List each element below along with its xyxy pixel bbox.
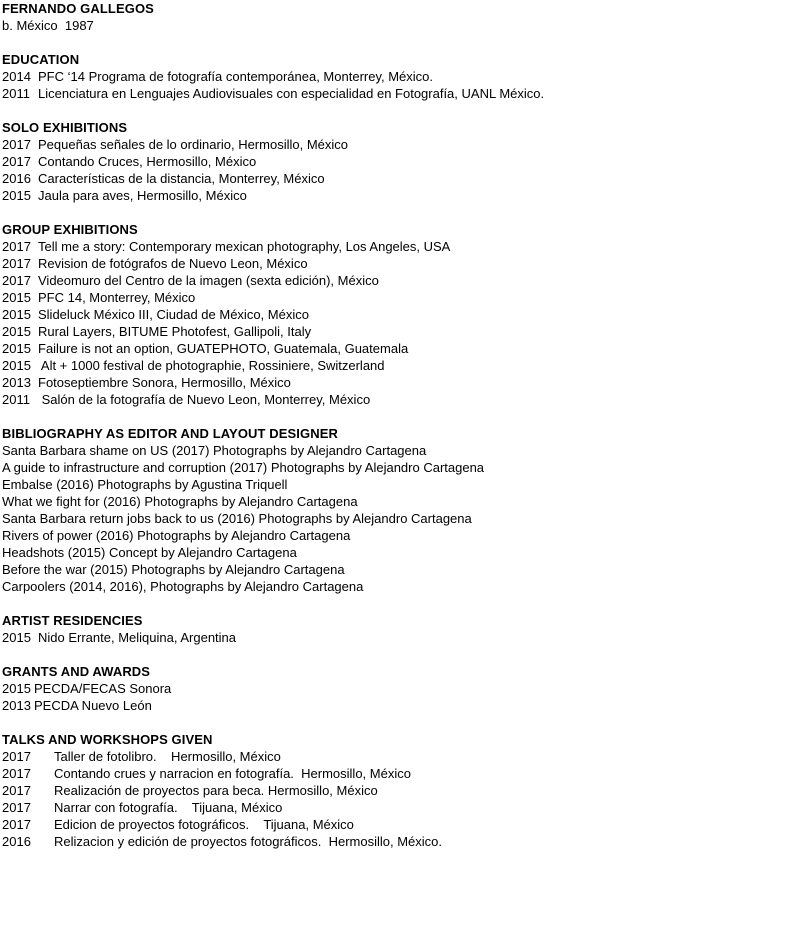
entry-year: 2017 — [2, 137, 31, 152]
cv-entry — [2, 85, 800, 102]
entry-text: Taller de fotolibro. Hermosillo, México — [54, 749, 281, 764]
section-talks-and-workshops — [2, 731, 800, 850]
entry-text: Realización de proyectos para beca. Hermosillo, México — [54, 783, 378, 798]
entry-year: 2017 — [2, 817, 31, 832]
cv-entry — [2, 816, 800, 833]
cv-entry — [2, 765, 800, 782]
cv-entry — [2, 799, 800, 816]
section-heading: BIBLIOGRAPHY AS EDITOR AND LAYOUT DESIGNER — [2, 426, 338, 441]
cv-entry — [2, 391, 800, 408]
section-solo-exhibitions — [2, 119, 800, 204]
cv-entry-line: Embalse (2016) Photographs by Agustina Triquell — [2, 477, 288, 492]
entry-text: Revision de fotógrafos de Nuevo Leon, México — [38, 256, 308, 271]
cv-entry — [2, 680, 800, 697]
cv-entry — [2, 357, 800, 374]
entry-text: PFC ‘14 Programa de fotografía contemporánea, Monterrey, México. — [38, 69, 434, 84]
cv-sections — [2, 51, 800, 850]
entry-text: Contando crues y narracion en fotografía. Hermosillo, México — [54, 766, 411, 781]
cv-entry — [2, 289, 800, 306]
cv-entry — [2, 272, 800, 289]
entry-year: 2017 — [2, 749, 31, 764]
section-group-exhibitions — [2, 221, 800, 408]
section-artist-residencies — [2, 612, 800, 646]
entry-year: 2017 — [2, 766, 31, 781]
entry-year: 2017 — [2, 239, 31, 254]
entry-text: Edicion de proyectos fotográficos. Tijuana, México — [54, 817, 354, 832]
entry-year: 2013 — [2, 698, 31, 713]
section-heading: ARTIST RESIDENCIES — [2, 613, 143, 628]
cv-entry — [2, 833, 800, 850]
cv-entry — [2, 374, 800, 391]
cv-entry — [2, 136, 800, 153]
entry-text: Slideluck México III, Ciudad de México, México — [38, 307, 309, 322]
birth-line: b. México 1987 — [2, 18, 94, 33]
entry-year: 2017 — [2, 256, 31, 271]
entry-text: Narrar con fotografía. Tijuana, México — [54, 800, 283, 815]
entry-year: 2015 — [2, 630, 31, 645]
entry-text: PFC 14, Monterrey, México — [38, 290, 196, 305]
cv-entry-line: Headshots (2015) Concept by Alejandro Cartagena — [2, 545, 297, 560]
cv-entry — [2, 782, 800, 799]
entry-text: Tell me a story: Contemporary mexican photography, Los Angeles, USA — [38, 239, 451, 254]
entry-year: 2017 — [2, 800, 31, 815]
entry-text: Relizacion y edición de proyectos fotográficos. Hermosillo, México. — [54, 834, 443, 849]
entry-text: Jaula para aves, Hermosillo, México — [38, 188, 247, 203]
entry-text: PECDA Nuevo León — [34, 698, 152, 713]
entry-text: Contando Cruces, Hermosillo, México — [38, 154, 257, 169]
entry-year: 2017 — [2, 273, 31, 288]
entry-year: 2017 — [2, 783, 31, 798]
cv-entry — [2, 170, 800, 187]
entry-year: 2011 — [2, 392, 30, 407]
entry-year: 2017 — [2, 154, 31, 169]
section-heading: GROUP EXHIBITIONS — [2, 222, 138, 237]
entry-year: 2011 — [2, 86, 30, 101]
entry-text: Nido Errante, Meliquina, Argentina — [38, 630, 237, 645]
section-grants-and-awards — [2, 663, 800, 714]
cv-entry — [2, 68, 800, 85]
entry-text: Fotoseptiembre Sonora, Hermosillo, México — [38, 375, 291, 390]
section-education — [2, 51, 800, 102]
cv-entry-line: Before the war (2015) Photographs by Alejandro Cartagena — [2, 562, 345, 577]
cv-entry-line: Carpoolers (2014, 2016), Photographs by Alejandro Cartagena — [2, 579, 364, 594]
entry-year: 2015 — [2, 681, 31, 696]
entry-text: Características de la distancia, Monterrey, México — [38, 171, 325, 186]
cv-entry-line: What we fight for (2016) Photographs by Alejandro Cartagena — [2, 494, 358, 509]
cv-entry — [2, 340, 800, 357]
entry-year: 2015 — [2, 188, 31, 203]
cv-entry — [2, 153, 800, 170]
entry-year: 2015 — [2, 358, 31, 373]
cv-entry — [2, 629, 800, 646]
cv-entry — [2, 187, 800, 204]
section-heading: TALKS AND WORKSHOPS GIVEN — [2, 732, 213, 747]
entry-year: 2016 — [2, 834, 31, 849]
entry-year: 2015 — [2, 324, 31, 339]
section-heading: SOLO EXHIBITIONS — [2, 120, 128, 135]
entry-year: 2015 — [2, 341, 31, 356]
entry-text: Salón de la fotografía de Nuevo Leon, Monterrey, México — [38, 392, 371, 407]
cv-entry — [2, 306, 800, 323]
cv-entry-line: Santa Barbara shame on US (2017) Photographs by Alejandro Cartagena — [2, 443, 427, 458]
entry-text: Pequeñas señales de lo ordinario, Hermosillo, México — [38, 137, 348, 152]
entry-text: Videomuro del Centro de la imagen (sexta edición), México — [38, 273, 379, 288]
cv-entry-line: Santa Barbara return jobs back to us (2016) Photographs by Alejandro Cartagena — [2, 511, 472, 526]
entry-text: Licenciatura en Lenguajes Audiovisuales con especialidad en Fotografía, UANL México. — [38, 86, 545, 101]
entry-year: 2016 — [2, 171, 31, 186]
entry-year: 2015 — [2, 290, 31, 305]
cv-entry — [2, 697, 800, 714]
cv-entry — [2, 323, 800, 340]
entry-year: 2014 — [2, 69, 31, 84]
entry-year: 2015 — [2, 307, 31, 322]
cv-entry-line: Rivers of power (2016) Photographs by Alejandro Cartagena — [2, 528, 351, 543]
entry-year: 2013 — [2, 375, 31, 390]
page-title: FERNANDO GALLEGOS — [2, 1, 154, 16]
entry-text: PECDA/FECAS Sonora — [34, 681, 172, 696]
entry-text: Alt + 1000 festival de photographie, Rossiniere, Switzerland — [38, 358, 385, 373]
cv-entry — [2, 238, 800, 255]
section-heading: EDUCATION — [2, 52, 80, 67]
entry-text: Rural Layers, BITUME Photofest, Gallipoli, Italy — [38, 324, 312, 339]
cv-entry — [2, 748, 800, 765]
cv-entry-line: A guide to infrastructure and corruption (2017) Photographs by Alejandro Cartagena — [2, 460, 485, 475]
section-bibliography — [2, 425, 800, 595]
cv-entry — [2, 255, 800, 272]
section-heading: GRANTS AND AWARDS — [2, 664, 151, 679]
entry-text: Failure is not an option, GUATEPHOTO, Guatemala, Guatemala — [38, 341, 409, 356]
